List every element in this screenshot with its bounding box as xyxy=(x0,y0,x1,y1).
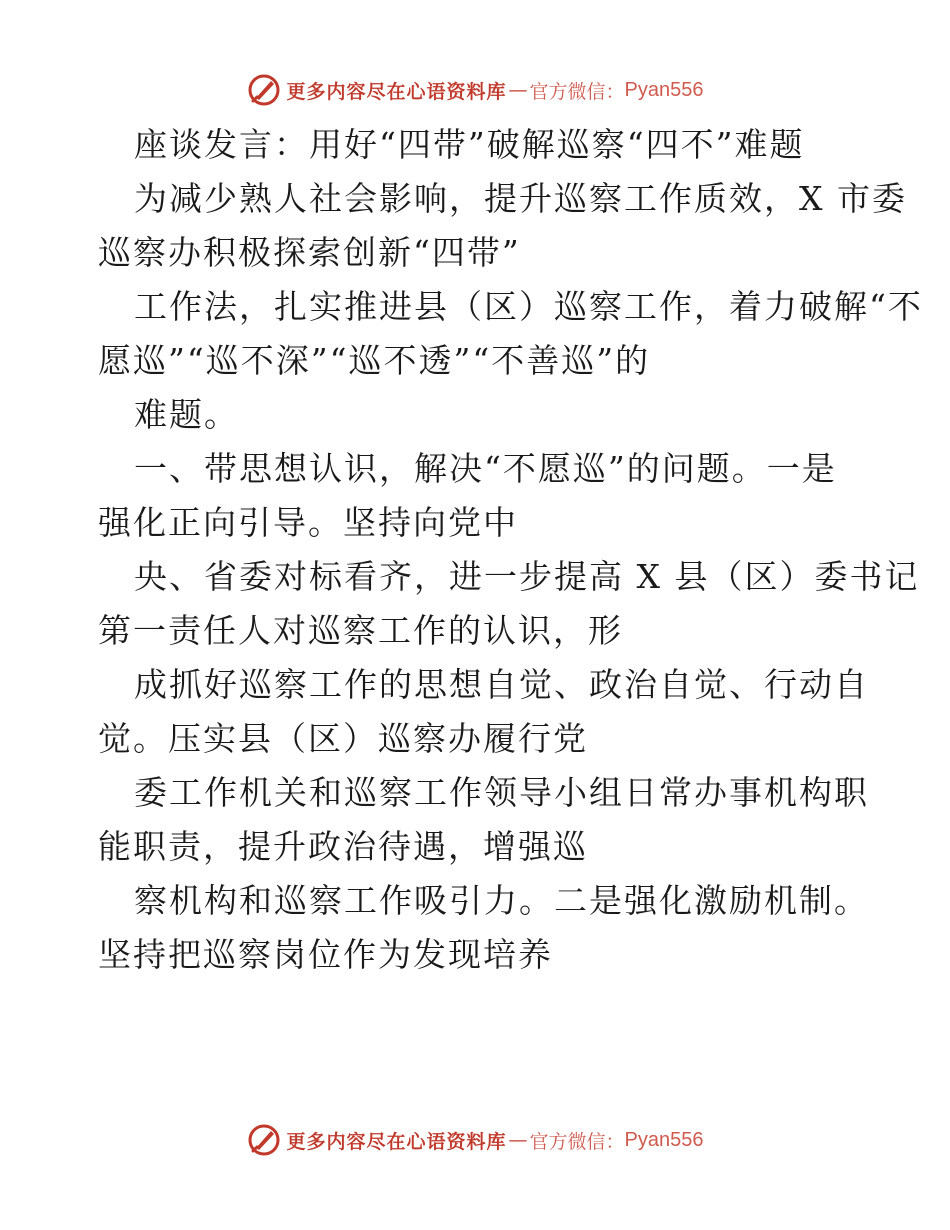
document-line: 觉。压实县（区）巡察办履行党 xyxy=(98,719,588,758)
banner-wechat-label: 官方微信： xyxy=(529,1130,625,1153)
document-line: 座谈发言：用好“四带”破解巡察“四不”难题 xyxy=(134,125,805,164)
quill-logo-icon xyxy=(247,1123,281,1157)
document-line: 央、省委对标看齐，进一步提高 X 县（区）委书记 xyxy=(134,557,920,596)
document-body xyxy=(98,118,923,982)
document-line: 坚持把巡察岗位作为发现培养 xyxy=(98,935,553,974)
document-line: 难题。 xyxy=(134,395,239,434)
document-line: 为减少熟人社会影响，提升巡察工作质效，X 市委 xyxy=(134,179,907,218)
document-line: 成抓好巡察工作的思想自觉、政治自觉、行动自 xyxy=(134,665,869,704)
banner-brand: 更多内容尽在心语资料库 xyxy=(286,1130,507,1153)
document-line: 察机构和巡察工作吸引力。二是强化激励机制。 xyxy=(134,881,869,920)
document-line: 第一责任人对巡察工作的认识，形 xyxy=(98,611,623,650)
document-line: 巡察办积极探索创新“四带” xyxy=(98,233,521,272)
quill-logo-icon xyxy=(247,73,281,107)
footer-banner xyxy=(0,1120,950,1160)
banner-brand: 更多内容尽在心语资料库 xyxy=(286,80,507,103)
document-line: 强化正向引导。坚持向党中 xyxy=(98,503,518,542)
banner-separator: — xyxy=(508,1129,528,1151)
document-line: 委工作机关和巡察工作领导小组日常办事机构职 xyxy=(134,773,869,812)
document-line: 工作法，扎实推进县（区）巡察工作，着力破解“不 xyxy=(134,287,923,326)
banner-wechat-id: Pyan556 xyxy=(624,1128,704,1151)
banner-separator: — xyxy=(508,79,528,101)
banner-wechat-id: Pyan556 xyxy=(624,78,704,101)
header-banner xyxy=(0,70,950,110)
document-line: 能职责，提升政治待遇，增强巡 xyxy=(98,827,588,866)
document-line: 愿巡”“巡不深”“巡不透”“不善巡”的 xyxy=(98,341,651,380)
document-line: 一、带思想认识，解决“不愿巡”的问题。一是 xyxy=(134,449,837,488)
banner-wechat-label: 官方微信： xyxy=(529,80,625,103)
